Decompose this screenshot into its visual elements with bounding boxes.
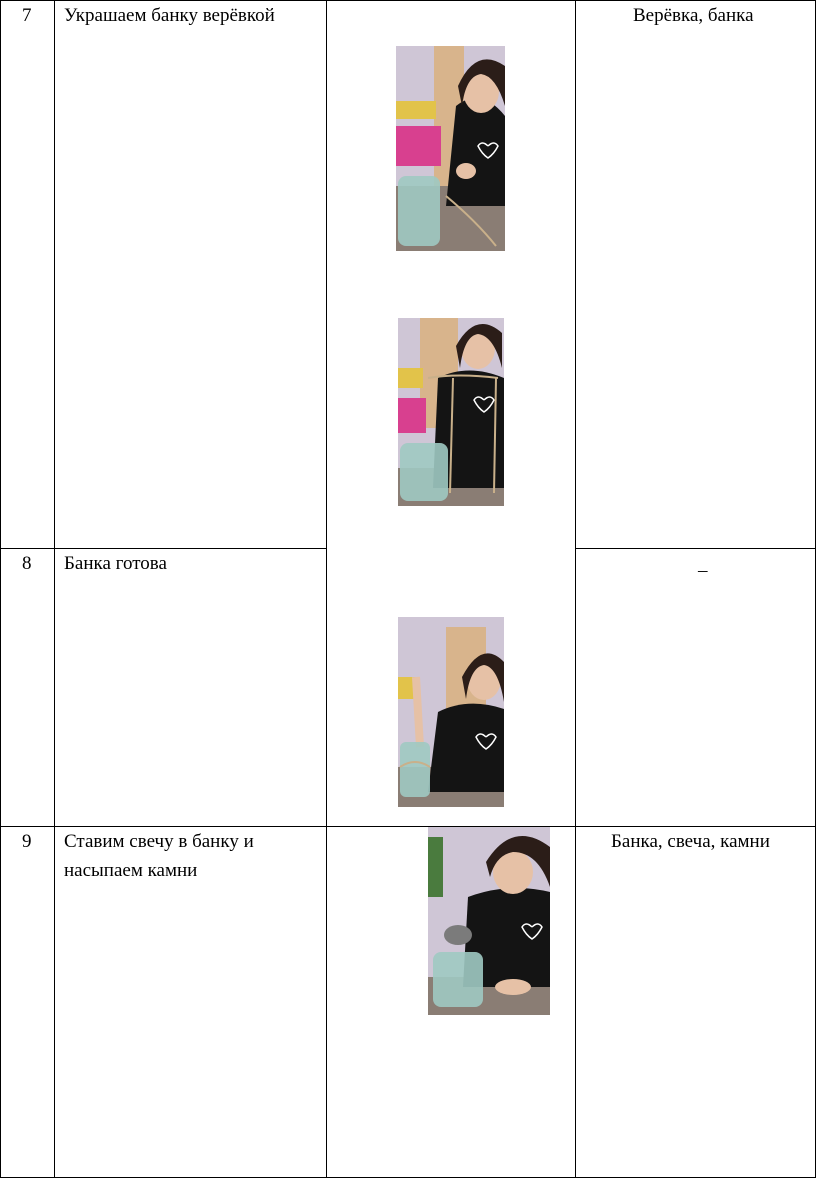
row-divider-7-8-right — [575, 548, 816, 549]
photo-girl-pouring-stones — [428, 827, 550, 1015]
step-text-7: Украшаем банку верёвкой — [64, 5, 275, 26]
table-border-left — [0, 0, 1, 1178]
table-divider-col1 — [54, 0, 55, 1178]
table-divider-col3 — [575, 0, 576, 1178]
materials-text-7: Верёвка, банка — [633, 5, 754, 26]
materials-text-9: Банка, свеча, камни — [611, 831, 770, 852]
photo-girl-holding-rope — [398, 318, 504, 506]
row-number-9: 9 — [22, 831, 32, 852]
photo-girl-finished-jar — [398, 617, 504, 807]
step-text-9-line2: насыпаем камни — [64, 860, 198, 881]
materials-text-8: – — [698, 560, 708, 581]
table-divider-col2 — [326, 0, 327, 1178]
row-number-8: 8 — [22, 553, 32, 574]
step-text-8: Банка готова — [64, 553, 167, 574]
photo-girl-tying-rope — [396, 46, 505, 251]
row-number-7: 7 — [22, 5, 32, 26]
step-text-9-line1: Ставим свечу в банку и — [64, 831, 254, 852]
table-border-bottom — [0, 1177, 816, 1178]
